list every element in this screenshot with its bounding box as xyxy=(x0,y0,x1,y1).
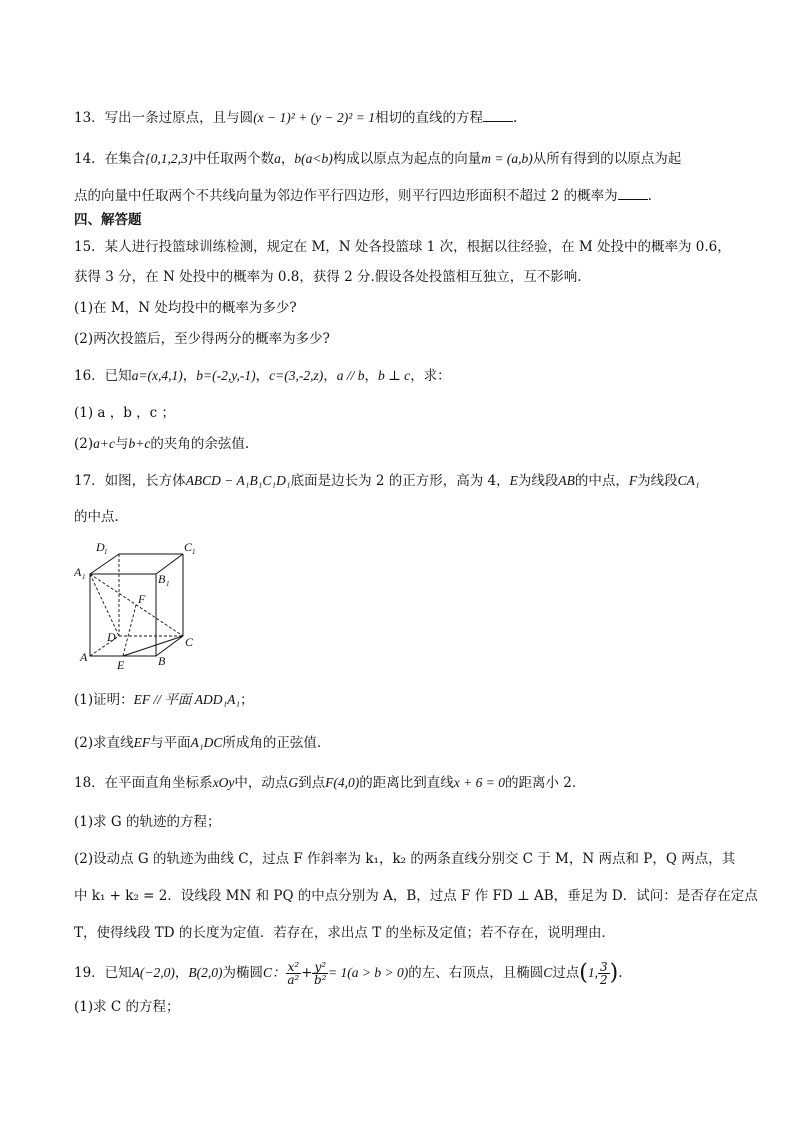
q16-comma-1: ， xyxy=(182,368,197,384)
q18-text-3: 到点 xyxy=(298,775,326,791)
q15-sub-1: (1)在 M，N 处均投中的概率为多少? xyxy=(74,300,297,316)
q19-eq: = 1(a > b > 0) xyxy=(328,965,409,980)
q17-solid: ABCD − A₁B₁C₁D₁ xyxy=(185,473,291,488)
q19-end: . xyxy=(618,965,623,981)
q19-point-frac-den: 2 xyxy=(599,973,608,987)
label-e: E xyxy=(117,658,125,670)
q16-vector-b: b=(-2,y,-1) xyxy=(196,368,256,383)
q19-frac-x-den: a² xyxy=(287,973,300,987)
label-b: B xyxy=(158,654,166,668)
q16-sub-1: (1) a ，b ，c ； xyxy=(74,405,176,421)
question-14-line-1 xyxy=(74,149,734,169)
q17-sub2-ef: EF xyxy=(133,735,151,750)
q19-point-frac xyxy=(598,961,610,986)
edge-a1-d1 xyxy=(90,554,119,574)
q18-sub-2-line-2: 中 k₁ + k₂ = 2．设线段 MN 和 PQ 的中点分别为 A，B，过点 F 作 FD ⊥ AB，垂足为 D．试问：是否存在定点 xyxy=(74,888,758,904)
question-17 xyxy=(74,471,734,491)
question-14-line-2 xyxy=(74,186,734,206)
q17-text-3: 为线段 xyxy=(517,473,559,489)
q16-vector-a: a=(x,4,1) xyxy=(131,368,183,383)
q17-text-1: 17．如图，长方体 xyxy=(74,473,186,489)
question-18 xyxy=(74,773,734,793)
q17-sub2-plane: A₁DC xyxy=(190,735,223,750)
question-13 xyxy=(74,108,734,128)
label-d1-sub: 1 xyxy=(104,548,108,556)
q17-sub1-label: (1)证明： xyxy=(74,692,134,708)
segment-e-c xyxy=(123,636,183,656)
q16-comma-4: ， xyxy=(364,368,378,384)
q14-text-2: 中任取两个数 xyxy=(193,151,275,167)
q19-point-x: 1, xyxy=(587,965,598,980)
q14-vector: m = (a,b) xyxy=(481,151,533,166)
q19-paren-close: ) xyxy=(609,960,619,986)
q14-end: . xyxy=(647,188,652,204)
q14-text-4: 从所有得到的以原点为起 xyxy=(532,151,682,167)
q13-circle-equation: (x − 1)² + (y − 2)² = 1 xyxy=(253,110,375,125)
q19-point-B: B(2,0) xyxy=(188,965,223,980)
q19-text-2: 为椭圆 xyxy=(222,965,264,981)
q18-text-1: 18．在平面直角坐标系 xyxy=(74,775,213,791)
q19-sub-1: (1)求 C 的方程； xyxy=(74,999,180,1015)
label-a1: A xyxy=(74,565,82,579)
q16-vector-c: c=(3,-2,z) xyxy=(269,368,324,383)
q17-text-5: 为线段 xyxy=(637,473,678,489)
q17-line-2: 的中点. xyxy=(74,509,119,525)
q14-line2: 点的向量中任取两个不共线向量为邻边作平行四边形，则平行四边形面积不超过 2 的概率为 xyxy=(74,188,618,204)
q18-line-eq: x + 6 = 0 xyxy=(453,775,506,790)
q15-line-2: 获得 3 分，在 N 处投中的概率为 0.8，获得 2 分.假设各处投篮相互独立，互不影响. xyxy=(74,269,582,285)
q17-AB: AB xyxy=(558,473,575,488)
q16-sub2-label: (2) xyxy=(74,436,94,452)
q15-sub-2: (2)两次投篮后，至少得两分的概率为多少? xyxy=(74,331,330,347)
q19-paren-open: ( xyxy=(579,960,588,986)
segment-e-f xyxy=(123,605,136,656)
question-19 xyxy=(74,957,734,990)
q19-point-frac-num: 3 xyxy=(599,960,608,974)
q19-C: C xyxy=(543,965,553,980)
label-c1: C xyxy=(184,540,193,554)
q16-sum-2: b+c xyxy=(128,436,151,451)
q18-text-4: 的距离比到直线 xyxy=(359,775,454,791)
cuboid-figure xyxy=(74,540,214,670)
q16-text-1: 16．已知 xyxy=(74,368,132,384)
label-b1-sub: 1 xyxy=(166,580,170,588)
q19-comma: ， xyxy=(174,965,189,981)
q16-text-2: ，求： xyxy=(410,368,451,384)
label-d1: D xyxy=(96,540,105,554)
q16-sub-2 xyxy=(74,434,734,454)
q18-sub-2-line-1: (2)设动点 G 的轨迹为曲线 C，过点 F 作斜率为 k₁，k₂ 的两条直线分别交 C 于 M，N 两点和 P，Q 两点，其 xyxy=(74,851,736,867)
edge-c1-b1 xyxy=(156,554,183,574)
q18-G: G xyxy=(288,775,299,790)
q17-text-4: 的中点， xyxy=(574,473,629,489)
q17-sub-2 xyxy=(74,733,734,753)
q18-text-2: 中，动点 xyxy=(234,775,289,791)
q17-sub1-end: ； xyxy=(240,692,254,708)
q13-end: . xyxy=(512,110,518,126)
q14-set: {0,1,2,3} xyxy=(145,151,194,166)
q16-perpendicular: b ⊥ c xyxy=(377,368,411,383)
q19-frac-x-num: x² xyxy=(287,960,300,974)
q17-sub1-stmt: EF // 平面 ADD₁A₁ xyxy=(133,692,241,707)
q17-E: E xyxy=(509,473,518,488)
q19-frac-y-den: b² xyxy=(314,973,327,987)
q17-CA1: CA₁ xyxy=(677,473,700,488)
q15-line-1: 15．某人进行投篮球训练检测，规定在 M，N 处各投篮球 1 次，根据以往经验，在 M 处投中的概率为 0.6， xyxy=(74,239,731,255)
q17-text-2: 底面是边长为 2 的正方形，高为 4， xyxy=(290,473,510,489)
q14-answer-blank[interactable] xyxy=(618,187,648,200)
label-d: D xyxy=(107,630,116,644)
front-face xyxy=(90,574,156,656)
q18-xoy: xOy xyxy=(212,775,235,790)
q19-frac-x xyxy=(286,961,302,986)
q16-sum-1: a+c xyxy=(93,436,115,451)
q19-frac-y-num: y² xyxy=(314,960,327,974)
q16-comma-2: ， xyxy=(255,368,270,384)
q14-a: a xyxy=(274,151,281,166)
q17-F: F xyxy=(628,473,638,488)
q17-sub-1 xyxy=(74,690,734,710)
q17-sub2-mid: 与平面 xyxy=(150,735,191,751)
q14-sep: ， xyxy=(280,151,295,167)
q18-point-F: F(4,0) xyxy=(325,775,360,790)
q18-sub-2-line-3: T，使得线段 TD 的长度为定值．若存在，求出点 T 的坐标及定值；若不存在，说明理由． xyxy=(74,925,616,941)
q13-text-2: 相切的直线的方程 xyxy=(374,110,483,126)
q13-answer-blank[interactable] xyxy=(483,109,513,122)
q19-text-3: 的左、右顶点，且椭圆 xyxy=(408,965,544,981)
q19-text-1: 19．已知 xyxy=(74,965,132,981)
q19-point-A: A(−2,0) xyxy=(131,965,175,980)
label-c1-sub: 1 xyxy=(192,548,196,556)
question-16 xyxy=(74,366,734,386)
q19-frac-y xyxy=(312,961,328,986)
q14-text-3: 构成以原点为起点的向量 xyxy=(332,151,482,167)
label-a1-sub: 1 xyxy=(82,573,86,581)
q19-ellipse-name: C： xyxy=(263,965,286,980)
edge-c-b xyxy=(156,636,183,656)
q14-b: b(a<b) xyxy=(294,151,333,166)
q18-text-5: 的距离小 2． xyxy=(505,775,586,791)
q19-plus: + xyxy=(301,965,313,981)
label-f: F xyxy=(138,592,146,606)
label-b1: B xyxy=(158,572,166,586)
q17-sub2-tail: 所成角的正弦值. xyxy=(222,735,322,751)
q16-and: 与 xyxy=(114,436,129,452)
q13-text-1: 13．写出一条过原点，且与圆 xyxy=(74,110,254,126)
q19-text-4: 过点 xyxy=(552,965,580,981)
q16-comma-3: ， xyxy=(323,368,337,384)
label-a: A xyxy=(80,650,88,664)
q17-sub2-label: (2)求直线 xyxy=(74,735,134,751)
label-c: C xyxy=(185,635,194,649)
section-header: 四、解答题 xyxy=(74,212,142,228)
q16-parallel: a // b xyxy=(336,368,365,383)
q18-sub-1: (1)求 G 的轨迹的方程； xyxy=(74,814,221,830)
q14-text-1: 14．在集合 xyxy=(74,151,146,167)
q16-sub2-tail: 的夹角的余弦值. xyxy=(150,436,250,452)
